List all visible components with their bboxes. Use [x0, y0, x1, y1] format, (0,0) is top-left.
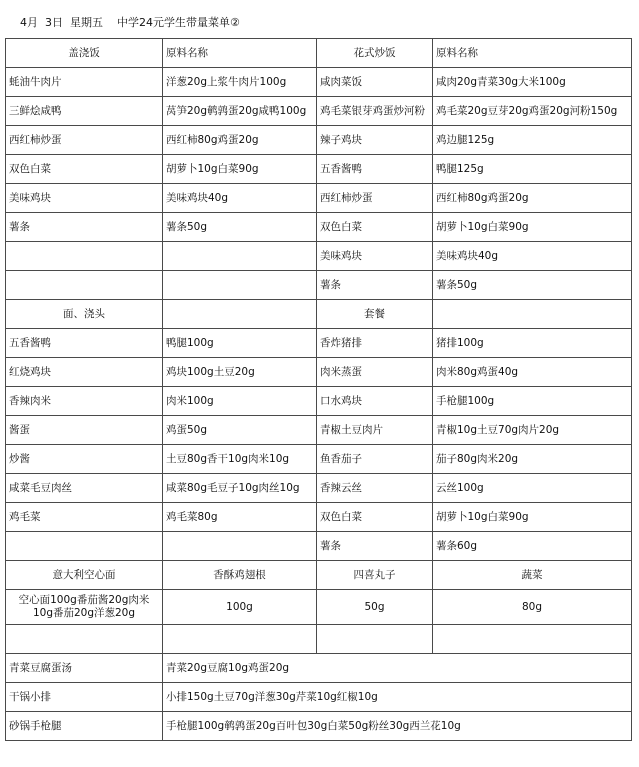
table-cell: 鸡边腿125g	[433, 126, 632, 155]
table-cell: 胡萝卜10g白菜90g	[433, 503, 632, 532]
table-cell: 咸菜80g毛豆子10g肉丝10g	[163, 474, 317, 503]
table-cell: 薯条	[317, 532, 433, 561]
table-cell: 青椒土豆肉片	[317, 416, 433, 445]
column-header: 套餐	[317, 300, 433, 329]
table-cell: 鸡毛菜20g豆芽20g鸡蛋20g河粉150g	[433, 97, 632, 126]
table-row	[6, 358, 632, 387]
table-cell: 手枪腿100g	[433, 387, 632, 416]
table-cell: 西红柿80g鸡蛋20g	[433, 184, 632, 213]
table-row	[6, 445, 632, 474]
table-cell: 香炸猪排	[317, 329, 433, 358]
dish-ingredients: 手枪腿100g鹌鹑蛋20g百叶包30g白菜50g粉丝30g西兰花10g	[163, 712, 632, 741]
table-cell: 五香酱鸭	[317, 155, 433, 184]
dish-name: 青菜豆腐蛋汤	[6, 654, 163, 683]
table-cell	[163, 271, 317, 300]
table-cell: 鸭腿125g	[433, 155, 632, 184]
table-cell: 胡萝卜10g白菜90g	[163, 155, 317, 184]
table-cell: 鸡毛菜银芽鸡蛋炒河粉	[317, 97, 433, 126]
table-row	[6, 213, 632, 242]
page-title: 4月 3日 星期五 中学24元学生带量菜单②	[20, 16, 240, 29]
table-cell: 西红柿80g鸡蛋20g	[163, 126, 317, 155]
table-cell	[163, 625, 317, 654]
table-cell: 咸肉菜饭	[317, 68, 433, 97]
column-header	[433, 300, 632, 329]
table-row	[6, 68, 632, 97]
table-cell: 鸭腿100g	[163, 329, 317, 358]
column-header: 面、浇头	[6, 300, 163, 329]
dish-name: 干锅小排	[6, 683, 163, 712]
table-cell: 胡萝卜10g白菜90g	[433, 213, 632, 242]
table-cell	[163, 532, 317, 561]
table-cell: 洋葱20g上浆牛肉片100g	[163, 68, 317, 97]
section-header-row	[6, 561, 632, 590]
table-cell: 咸菜毛豆肉丝	[6, 474, 163, 503]
table-cell: 西红柿炒蛋	[317, 184, 433, 213]
table-cell: 薯条60g	[433, 532, 632, 561]
table-cell: 土豆80g香干10g肉米10g	[163, 445, 317, 474]
table-cell: 双色白菜	[6, 155, 163, 184]
table-cell: 薯条	[317, 271, 433, 300]
table-row	[6, 271, 632, 300]
table-cell: 咸肉20g青菜30g大米100g	[433, 68, 632, 97]
table-cell: 香辣肉米	[6, 387, 163, 416]
table-cell: 炒酱	[6, 445, 163, 474]
table-cell: 双色白菜	[317, 503, 433, 532]
column-header: 原料名称	[163, 39, 317, 68]
table-cell: 美味鸡块	[317, 242, 433, 271]
table-row	[6, 184, 632, 213]
table-row	[6, 712, 632, 741]
dish-name: 砂锅手枪腿	[6, 712, 163, 741]
table-cell: 莴笋20g鹌鹑蛋20g咸鸭100g	[163, 97, 317, 126]
table-row	[6, 683, 632, 712]
table-cell: 鸡毛菜80g	[163, 503, 317, 532]
table-cell: 三鲜烩咸鸭	[6, 97, 163, 126]
table-cell: 薯条50g	[163, 213, 317, 242]
table-cell	[6, 242, 163, 271]
table-row	[6, 242, 632, 271]
section-header-row	[6, 300, 632, 329]
table-cell: 双色白菜	[317, 213, 433, 242]
table-cell	[6, 532, 163, 561]
table-cell: 鱼香茄子	[317, 445, 433, 474]
table-cell: 美味鸡块40g	[163, 184, 317, 213]
table-cell: 肉米100g	[163, 387, 317, 416]
menu-table	[5, 38, 632, 741]
table-cell: 辣子鸡块	[317, 126, 433, 155]
table-row	[6, 126, 632, 155]
table-row	[6, 329, 632, 358]
table-cell: 青椒10g土豆70g肉片20g	[433, 416, 632, 445]
table-cell: 肉米蒸蛋	[317, 358, 433, 387]
table-cell	[6, 271, 163, 300]
column-header: 蔬菜	[433, 561, 632, 590]
table-cell: 酱蛋	[6, 416, 163, 445]
column-header: 原料名称	[433, 39, 632, 68]
table-cell: 蚝油牛肉片	[6, 68, 163, 97]
table-cell: 薯条50g	[433, 271, 632, 300]
table-cell: 西红柿炒蛋	[6, 126, 163, 155]
dish-ingredients: 小排150g土豆70g洋葱30g芹菜10g红椒10g	[163, 683, 632, 712]
table-cell: 80g	[433, 590, 632, 625]
section-header-row	[6, 39, 632, 68]
table-row	[6, 474, 632, 503]
table-cell: 空心面100g番茄酱20g肉米10g番茄20g洋葱20g	[6, 590, 163, 625]
table-row	[6, 532, 632, 561]
table-cell: 薯条	[6, 213, 163, 242]
table-cell: 鸡块100g土豆20g	[163, 358, 317, 387]
column-header	[163, 300, 317, 329]
table-row	[6, 590, 632, 625]
table-row	[6, 503, 632, 532]
table-row	[6, 625, 632, 654]
table-row	[6, 387, 632, 416]
table-row	[6, 654, 632, 683]
table-cell: 50g	[317, 590, 433, 625]
table-cell: 口水鸡块	[317, 387, 433, 416]
table-cell: 猪排100g	[433, 329, 632, 358]
table-cell	[6, 625, 163, 654]
table-cell: 鸡蛋50g	[163, 416, 317, 445]
table-cell: 100g	[163, 590, 317, 625]
column-header: 花式炒饭	[317, 39, 433, 68]
table-cell: 美味鸡块	[6, 184, 163, 213]
column-header: 香酥鸡翅根	[163, 561, 317, 590]
table-cell: 美味鸡块40g	[433, 242, 632, 271]
table-cell	[433, 625, 632, 654]
table-cell: 云丝100g	[433, 474, 632, 503]
column-header: 意大利空心面	[6, 561, 163, 590]
table-row	[6, 97, 632, 126]
column-header: 盖浇饭	[6, 39, 163, 68]
table-cell	[317, 625, 433, 654]
table-cell: 鸡毛菜	[6, 503, 163, 532]
table-cell: 红烧鸡块	[6, 358, 163, 387]
column-header: 四喜丸子	[317, 561, 433, 590]
dish-ingredients: 青菜20g豆腐10g鸡蛋20g	[163, 654, 632, 683]
table-row	[6, 155, 632, 184]
table-cell: 茄子80g肉米20g	[433, 445, 632, 474]
table-cell: 五香酱鸭	[6, 329, 163, 358]
table-cell: 香辣云丝	[317, 474, 433, 503]
table-cell: 肉米80g鸡蛋40g	[433, 358, 632, 387]
table-cell	[163, 242, 317, 271]
table-row	[6, 416, 632, 445]
